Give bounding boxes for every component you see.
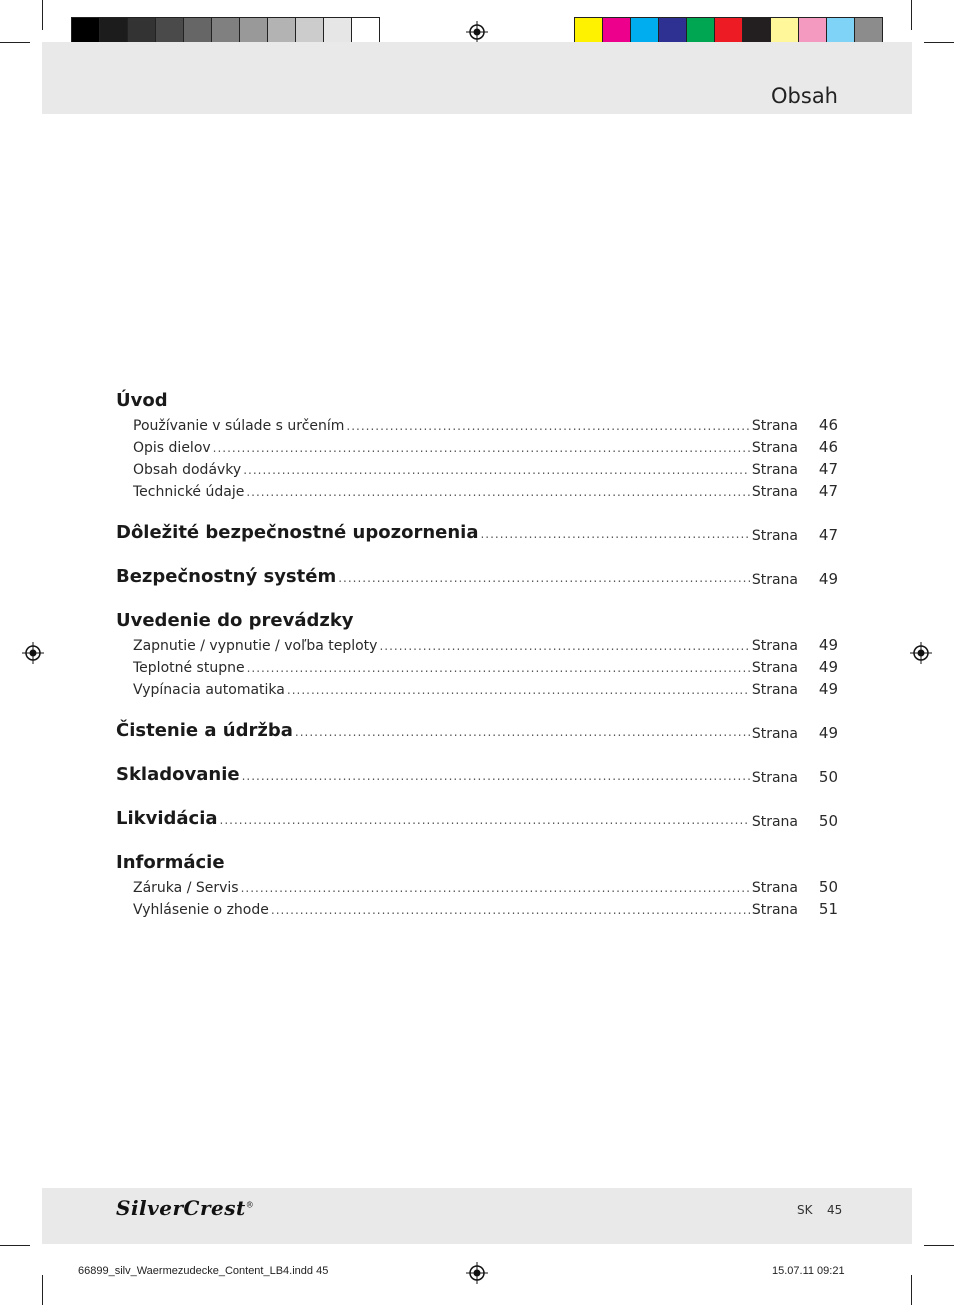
toc-section-dolezite[interactable]: Dôležité bezpečnostné upozornenia ..... Strana 47 [116, 520, 838, 546]
color-swatch [72, 18, 100, 44]
color-swatch [184, 18, 212, 44]
toc-entry[interactable]: Opis dielov ..... Strana 46 [116, 436, 838, 458]
dot-leader [241, 877, 750, 899]
dot-leader [379, 635, 749, 657]
dot-leader [220, 807, 750, 833]
color-swatch [827, 18, 855, 44]
color-swatch [100, 18, 128, 44]
crop-mark [42, 0, 43, 30]
dot-leader [242, 763, 750, 789]
color-swatch [659, 18, 687, 44]
color-swatch [799, 18, 827, 44]
toc-section-uvedenie [116, 608, 838, 700]
registration-mark-icon [466, 21, 488, 43]
registration-mark-icon [466, 1262, 488, 1284]
language-code: SK [797, 1203, 813, 1217]
toc-section-informacie [116, 850, 838, 920]
dot-leader [346, 415, 749, 437]
color-swatch [715, 18, 743, 44]
toc-entry[interactable]: Záruka / Servis ..... Strana 50 [116, 876, 838, 898]
dot-leader [271, 899, 750, 921]
silvercrest-logo: SilverCrest® [116, 1196, 255, 1220]
toc-section-title[interactable]: Úvod [116, 390, 168, 411]
crop-mark [924, 1245, 954, 1246]
color-swatch [212, 18, 240, 44]
dot-leader [338, 565, 750, 591]
color-swatch [324, 18, 352, 44]
color-swatch [128, 18, 156, 44]
color-swatch [631, 18, 659, 44]
dot-leader [243, 459, 750, 481]
toc-section-likvidacia[interactable]: Likvidácia ..... Strana 50 [116, 806, 838, 832]
toc-entry[interactable]: Teplotné stupne ..... Strana 49 [116, 656, 838, 678]
toc-entry[interactable]: Obsah dodávky ..... Strana 47 [116, 458, 838, 480]
cmyk-color-bar [574, 17, 883, 45]
page-number: 45 [827, 1203, 843, 1217]
gray-color-bar [71, 17, 380, 45]
crop-mark [911, 1275, 912, 1305]
page-title: Obsah [771, 84, 838, 108]
toc-section-uvod [116, 388, 838, 502]
color-swatch [240, 18, 268, 44]
print-slug-date: 15.07.11 09:21 [772, 1265, 845, 1277]
color-swatch [603, 18, 631, 44]
registration-mark-icon [22, 642, 44, 664]
toc-entry[interactable]: Používanie v súlade s určením ..... Strana 46 [116, 414, 838, 436]
color-swatch [743, 18, 771, 44]
toc-section-skladovanie[interactable]: Skladovanie ..... Strana 50 [116, 762, 838, 788]
toc-section-title[interactable]: Uvedenie do prevádzky [116, 610, 354, 631]
dot-leader [480, 521, 749, 547]
dot-leader [295, 719, 750, 745]
toc-section-cistenie[interactable]: Čistenie a údržba ..... Strana 49 [116, 718, 838, 744]
color-swatch [268, 18, 296, 44]
crop-mark [0, 1245, 30, 1246]
dot-leader [247, 657, 750, 679]
dot-leader [246, 481, 749, 503]
dot-leader [287, 679, 750, 701]
toc-entry[interactable]: Technické údaje ..... Strana 47 [116, 480, 838, 502]
toc-section-bezpecnostny[interactable]: Bezpečnostný systém ..... Strana 49 [116, 564, 838, 590]
crop-mark [911, 0, 912, 30]
dot-leader [213, 437, 750, 459]
color-swatch [156, 18, 184, 44]
toc-entry[interactable]: Vyhlásenie o zhode ..... Strana 51 [116, 898, 838, 920]
color-swatch [771, 18, 799, 44]
print-slug-file: 66899_silv_Waermezudecke_Content_LB4.indd 45 [78, 1265, 329, 1277]
color-swatch [352, 18, 379, 44]
crop-mark [924, 42, 954, 43]
color-swatch [296, 18, 324, 44]
color-swatch [855, 18, 882, 44]
toc-entry[interactable]: Zapnutie / vypnutie / voľba teploty ..... Strana 49 [116, 634, 838, 656]
table-of-contents [116, 388, 838, 920]
color-swatch [575, 18, 603, 44]
toc-entry[interactable]: Vypínacia automatika ..... Strana 49 [116, 678, 838, 700]
crop-mark [42, 1275, 43, 1305]
registration-mark-icon [910, 642, 932, 664]
toc-section-title[interactable]: Informácie [116, 852, 225, 873]
crop-mark [0, 42, 30, 43]
color-swatch [687, 18, 715, 44]
